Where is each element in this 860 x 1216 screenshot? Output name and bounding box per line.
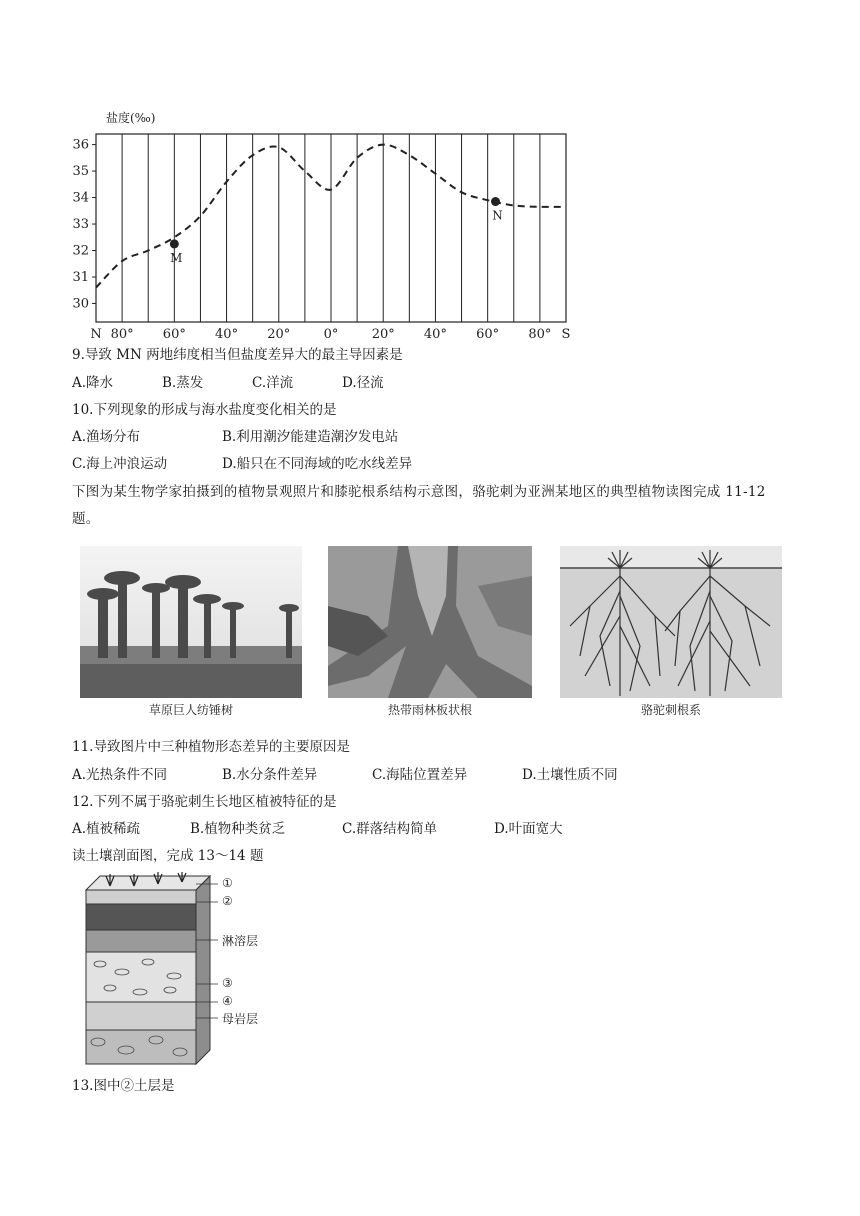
y-tick-label: 32 [72, 243, 89, 259]
x-tick-label: 0° [323, 327, 339, 340]
q12-option-c[interactable]: C.群落结构简单 [342, 821, 438, 837]
soil-label-1: ① [222, 876, 233, 890]
q11-option-c[interactable]: C.海陆位置差异 [372, 767, 468, 783]
q9-option-c[interactable]: C.洋流 [252, 375, 294, 391]
x-tick-label: 40° [423, 327, 447, 340]
buttress-root-illustration [328, 546, 532, 722]
q10-option-a[interactable]: A.渔场分布 [72, 429, 141, 445]
question-13-stem: 13.图中②土层是 [72, 1078, 175, 1094]
point-n-label: N [492, 208, 503, 223]
y-tick-label: 30 [72, 296, 89, 312]
x-tick-label: N [90, 327, 102, 340]
x-tick-label: 60° [162, 327, 186, 340]
q12-option-d[interactable]: D.叶面宽大 [494, 821, 563, 837]
buttress-root-photo [328, 546, 532, 722]
q12-option-b[interactable]: B.植物种类贫乏 [190, 821, 286, 837]
soil-intro: 读土壤剖面图，完成 13～14 题 [72, 848, 264, 864]
x-tick-label: 80° [110, 327, 134, 340]
soil-profile-diagram [70, 872, 280, 1070]
soil-profile-illustration [70, 872, 280, 1070]
q10-option-b[interactable]: B.利用潮汐能建造潮汐发电站 [222, 429, 399, 445]
x-tick-label: 20° [267, 327, 291, 340]
soil-label-3: ③ [222, 976, 233, 990]
question-11-stem: 11.导致图片中三种植物形态差异的主要原因是 [72, 739, 350, 755]
baobab-illustration [80, 546, 302, 722]
chart-points [170, 197, 503, 265]
x-tick-label: 80° [528, 327, 552, 340]
y-tick-label: 31 [72, 269, 89, 285]
x-tick-labels [90, 327, 570, 340]
q11-option-d[interactable]: D.土壤性质不同 [522, 767, 618, 783]
y-tick-label: 34 [72, 190, 89, 206]
plants-intro-paragraph: 下图为某生物学家拍摄到的植物景观照片和膝驼根系结构示意图，骆驼刺为亚洲某地区的典型植物读图完成 11-12 题。 [72, 484, 766, 527]
y-tick-label: 36 [72, 137, 89, 153]
question-12-stem: 12.下列不属于骆驼刺生长地区植被特征的是 [72, 794, 337, 810]
y-tick-label: 33 [72, 217, 89, 233]
soil-label-4: ④ [222, 994, 233, 1008]
chart-grid [96, 134, 566, 322]
camelthorn-root-photo [560, 546, 782, 722]
buttress-root-caption: 热带雨林板状根 [387, 703, 472, 717]
q9-option-b[interactable]: B.蒸发 [162, 375, 204, 391]
question-10-stem: 10.下列现象的形成与海水盐度变化相关的是 [72, 402, 337, 418]
point-n-marker [491, 197, 500, 206]
soil-label-parent-rock: 母岩层 [222, 1012, 259, 1026]
y-axis-label: 盐度(‰) [106, 111, 156, 125]
q11-option-a[interactable]: A.光热条件不同 [72, 767, 168, 783]
question-9-stem: 9.导致 MN 两地纬度相当但盐度差异大的最主导因素是 [72, 347, 403, 363]
camelthorn-root-caption: 骆驼刺根系 [640, 703, 701, 717]
q9-option-a[interactable]: A.降水 [72, 375, 114, 391]
soil-label-leaching: 淋溶层 [222, 934, 259, 948]
x-tick-label: 20° [371, 327, 395, 340]
q10-option-c[interactable]: C.海上冲浪运动 [72, 456, 168, 472]
salinity-latitude-chart [66, 96, 590, 340]
q12-option-a[interactable]: A.植被稀疏 [72, 821, 141, 837]
x-tick-label: 40° [215, 327, 239, 340]
y-tick-label: 35 [72, 164, 89, 180]
baobab-caption: 草原巨人纺锤树 [148, 703, 233, 717]
point-m-label: M [170, 250, 183, 265]
q9-option-d[interactable]: D.径流 [342, 375, 384, 391]
baobab-photo [80, 546, 302, 722]
q10-option-d[interactable]: D.船只在不同海域的吃水线差异 [222, 456, 413, 472]
point-m-marker [170, 239, 179, 248]
soil-label-2: ② [222, 894, 233, 908]
camelthorn-root-illustration [560, 546, 782, 722]
y-tick-labels [72, 138, 96, 312]
q11-option-b[interactable]: B.水分条件差异 [222, 767, 318, 783]
x-tick-label: S [561, 327, 571, 340]
x-tick-label: 60° [476, 327, 500, 340]
